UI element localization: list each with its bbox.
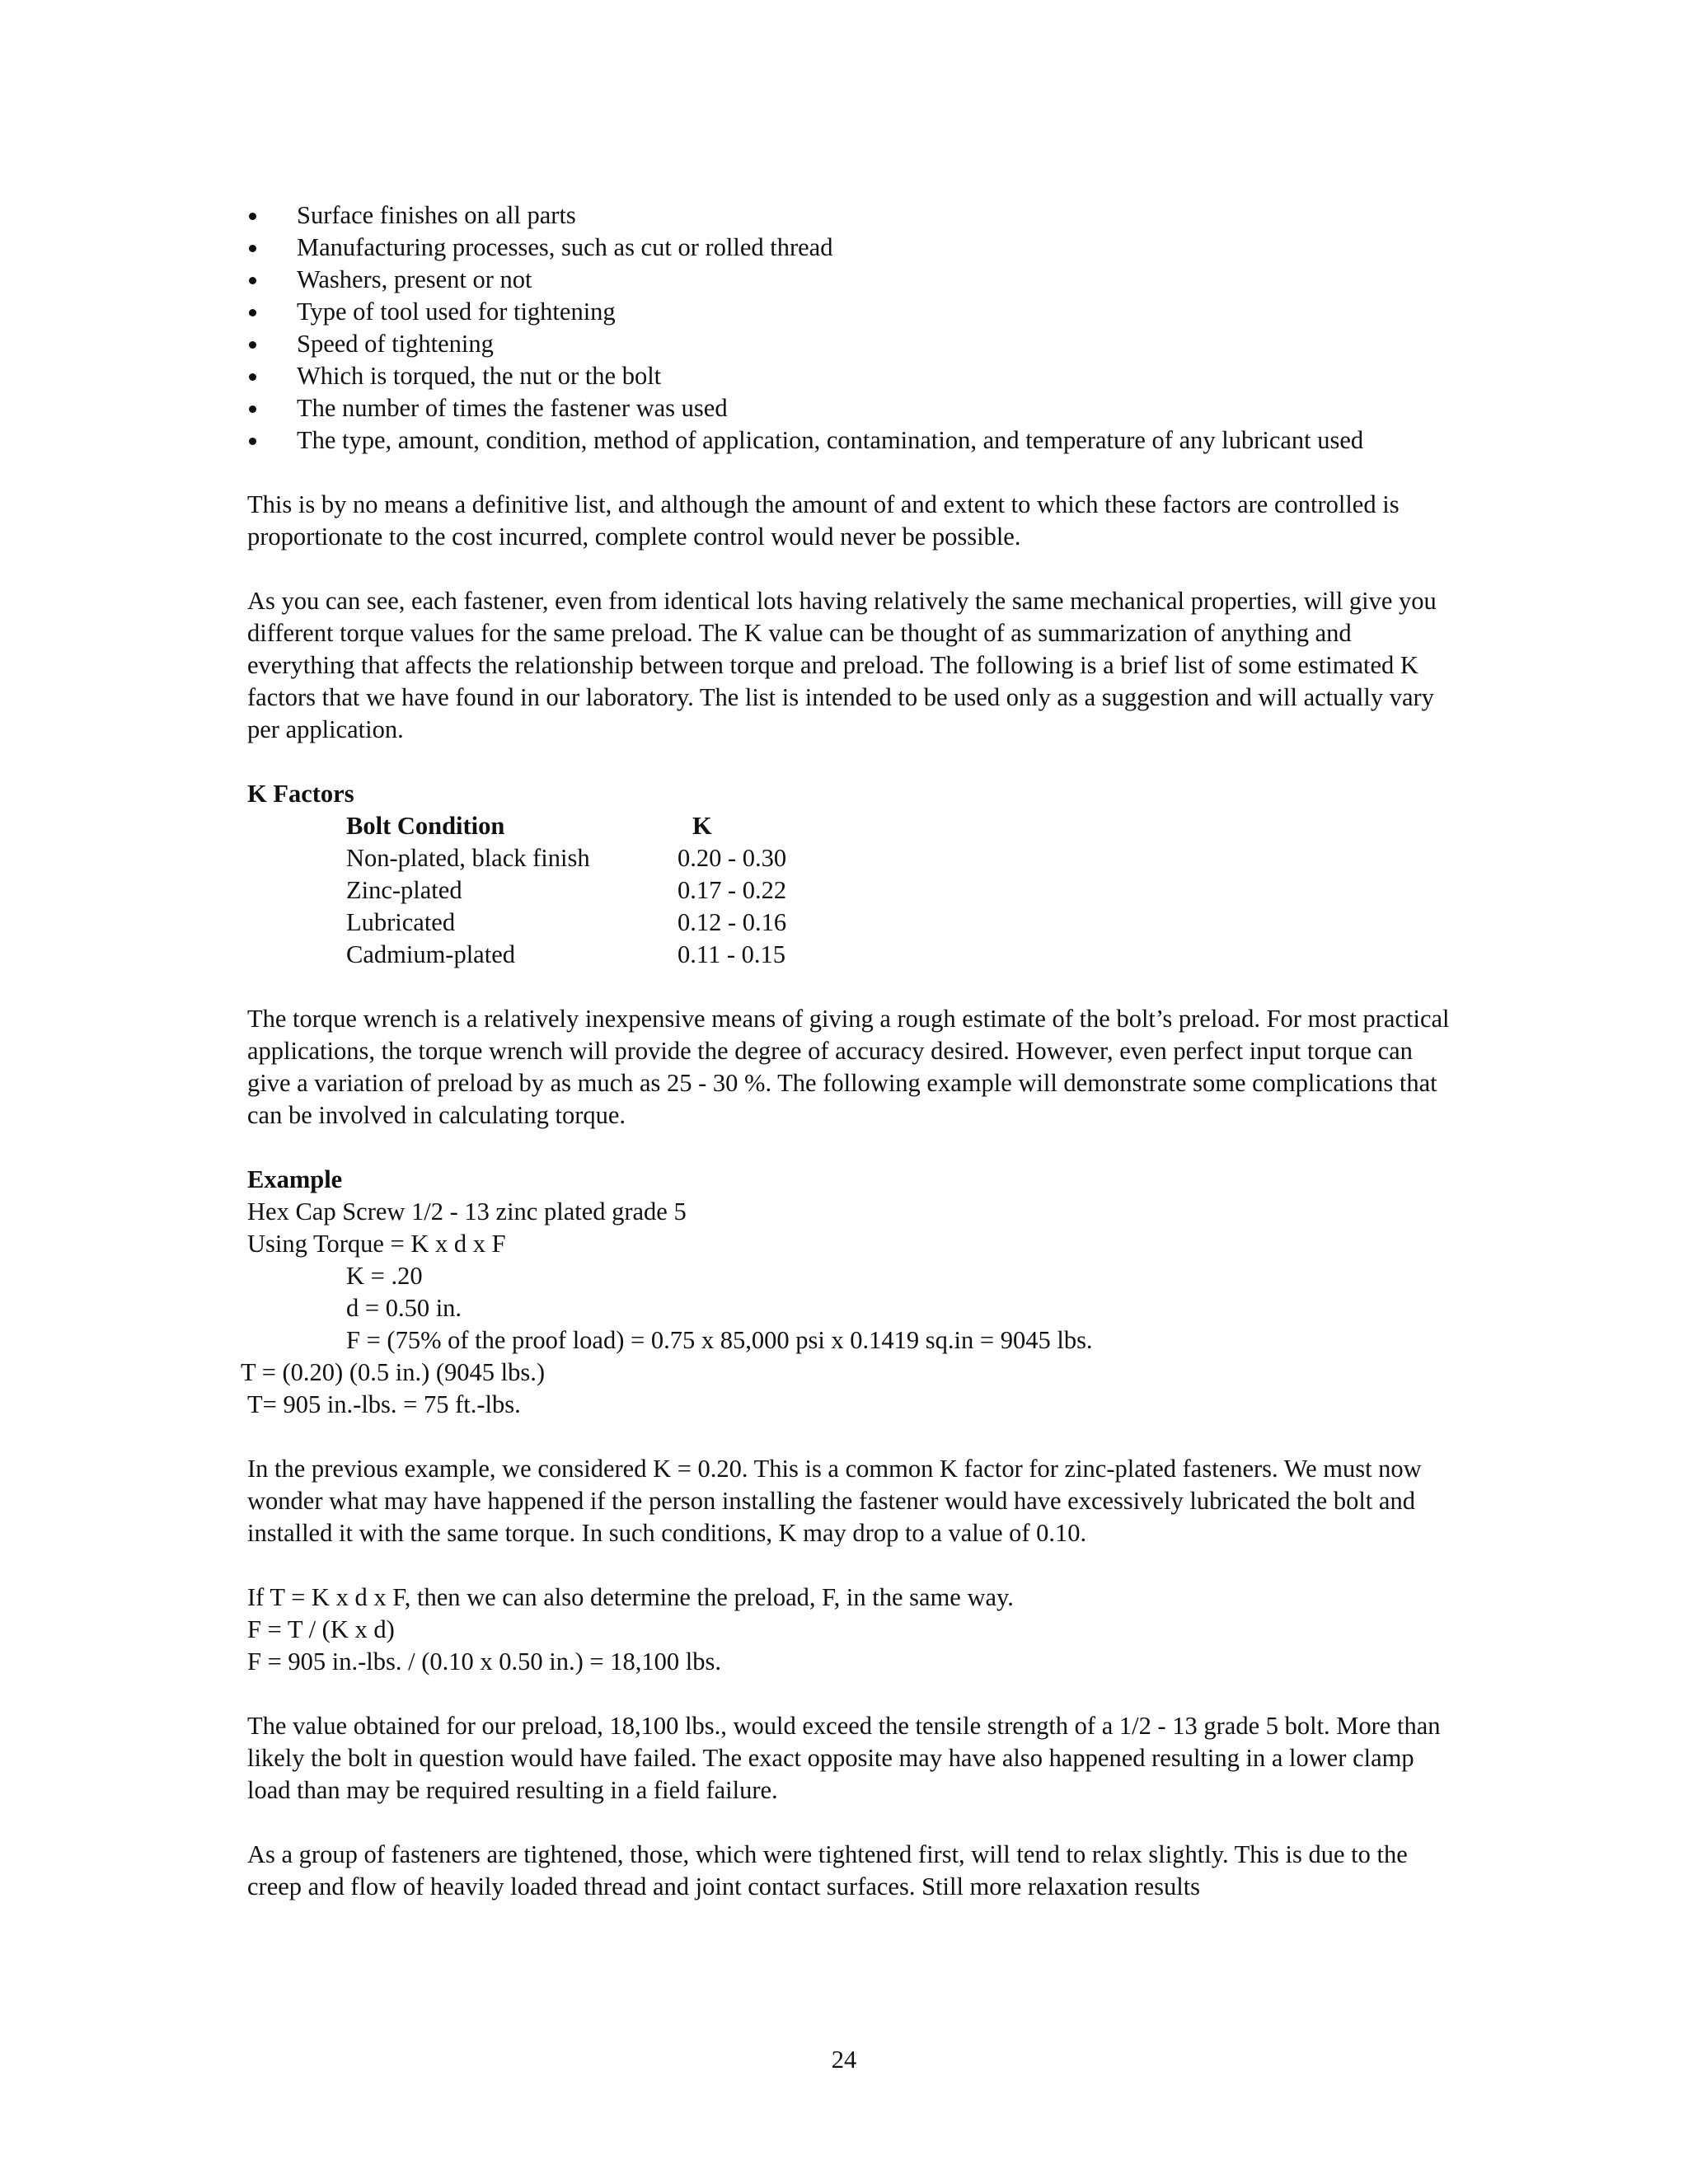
k-factors-table — [346, 810, 857, 971]
k-factors-heading: K Factors — [247, 780, 354, 808]
list-item — [247, 199, 1451, 232]
cell-k: 0.20 - 0.30 — [678, 844, 787, 872]
example-heading: Example — [247, 1165, 343, 1193]
preload-line: If T = K x d x F, then we can also determine the preload, F, in the same way. — [247, 1583, 1014, 1611]
preload-line: F = T / (K x d) — [247, 1615, 395, 1643]
list-item-text: Manufacturing processes, such as cut or rolled thread — [297, 233, 833, 261]
list-item-text: The type, amount, condition, method of application, contamination, and temperature of any lubricant used — [297, 426, 1364, 454]
list-item-text: Surface finishes on all parts — [297, 201, 576, 229]
example-line: Hex Cap Screw 1/2 - 13 zinc plated grade 5 — [247, 1197, 687, 1226]
list-item-text: Type of tool used for tightening — [297, 298, 616, 326]
column-header-condition: Bolt Condition — [346, 812, 505, 840]
paragraph-preload-value: The value obtained for our preload, 18,100 lbs., would exceed the tensile strength of a 1/2 - 13 grade 5 bolt. More than likely the bolt in question would have failed. The exact opposite may have also happened resulting in a lower clamp load than may be required resulting in a field failure. — [247, 1712, 1441, 1804]
paragraph-relaxation: As a group of fasteners are tightened, those, which were tightened first, will tend to relax slightly. This is due to the creep and flow of heavily loaded thread and joint contact surfaces. Still more relaxation results — [247, 1840, 1408, 1900]
cell-k: 0.17 - 0.22 — [678, 876, 787, 904]
example-d-line: d = 0.50 in. — [346, 1294, 462, 1322]
list-item-text: Which is torqued, the nut or the bolt — [297, 362, 662, 390]
example-f-line: F = (75% of the proof load) = 0.75 x 85,000 psi x 0.1419 sq.in = 9045 lbs. — [346, 1326, 1093, 1354]
example-t-result: T= 905 in.-lbs. = 75 ft.-lbs. — [247, 1390, 521, 1418]
page-number: 24 — [831, 2046, 857, 2074]
table-row — [346, 842, 857, 874]
list-item-text: The number of times the fastener was used — [297, 394, 728, 422]
paragraph-previous-example: In the previous example, we considered K = 0.20. This is a common K factor for zinc-plated fasteners. We must now wonder what may have happened if the person installing the fastener would have excessively lubricated the bolt and installed it with the same torque. In such conditions, K may drop to a value of 0.10. — [247, 1455, 1422, 1547]
column-header-k: K — [692, 812, 712, 840]
page-content — [241, 199, 1451, 1903]
paragraph-definitive-list: This is by no means a definitive list, and although the amount of and extent to which these factors are controlled is proportionate to the cost incurred, complete control would never be possible. — [247, 490, 1400, 551]
example-k-line: K = .20 — [346, 1262, 423, 1290]
cell-condition: Lubricated — [346, 908, 456, 936]
list-item-text: Washers, present or not — [297, 265, 532, 293]
cell-condition: Non-plated, black finish — [346, 844, 590, 872]
list-item — [247, 360, 1451, 392]
list-item-text: Speed of tightening — [297, 330, 494, 358]
table-row — [346, 939, 857, 971]
example-t-line: T = (0.20) (0.5 in.) (9045 lbs.) — [241, 1358, 546, 1386]
table-row — [346, 874, 857, 907]
factor-list — [247, 199, 1451, 457]
paragraph-torque-wrench: The torque wrench is a relatively inexpensive means of giving a rough estimate of the bolt’s preload. For most practical applications, the torque wrench will provide the degree of accuracy desired. However, even perfect input torque can give a variation of preload by as much as 25 - 30 %. The following example will demonstrate some complications that can be involved in calculating torque. — [247, 1005, 1450, 1129]
list-item — [247, 296, 1451, 328]
cell-condition: Zinc-plated — [346, 876, 462, 904]
paragraph-k-value: As you can see, each fastener, even from identical lots having relatively the same mechanical properties, will give you different torque values for the same preload. The K value can be thought of as summarization of anything and everything that affects the relationship between torque and preload. The following is a brief list of some estimated K factors that we have found in our laboratory. The list is intended to be used only as a suggestion and will actually vary per application. — [247, 587, 1437, 743]
cell-k: 0.12 - 0.16 — [678, 908, 787, 936]
cell-condition: Cadmium-plated — [346, 940, 515, 968]
list-item — [247, 328, 1451, 360]
list-item — [247, 392, 1451, 424]
example-line: Using Torque = K x d x F — [247, 1230, 506, 1258]
cell-k: 0.11 - 0.15 — [678, 940, 786, 968]
list-item — [247, 264, 1451, 296]
table-header-row — [346, 810, 857, 842]
list-item — [247, 424, 1451, 457]
table-row — [346, 907, 857, 939]
preload-line: F = 905 in.-lbs. / (0.10 x 0.50 in.) = 18,100 lbs. — [247, 1647, 721, 1675]
list-item — [247, 232, 1451, 264]
